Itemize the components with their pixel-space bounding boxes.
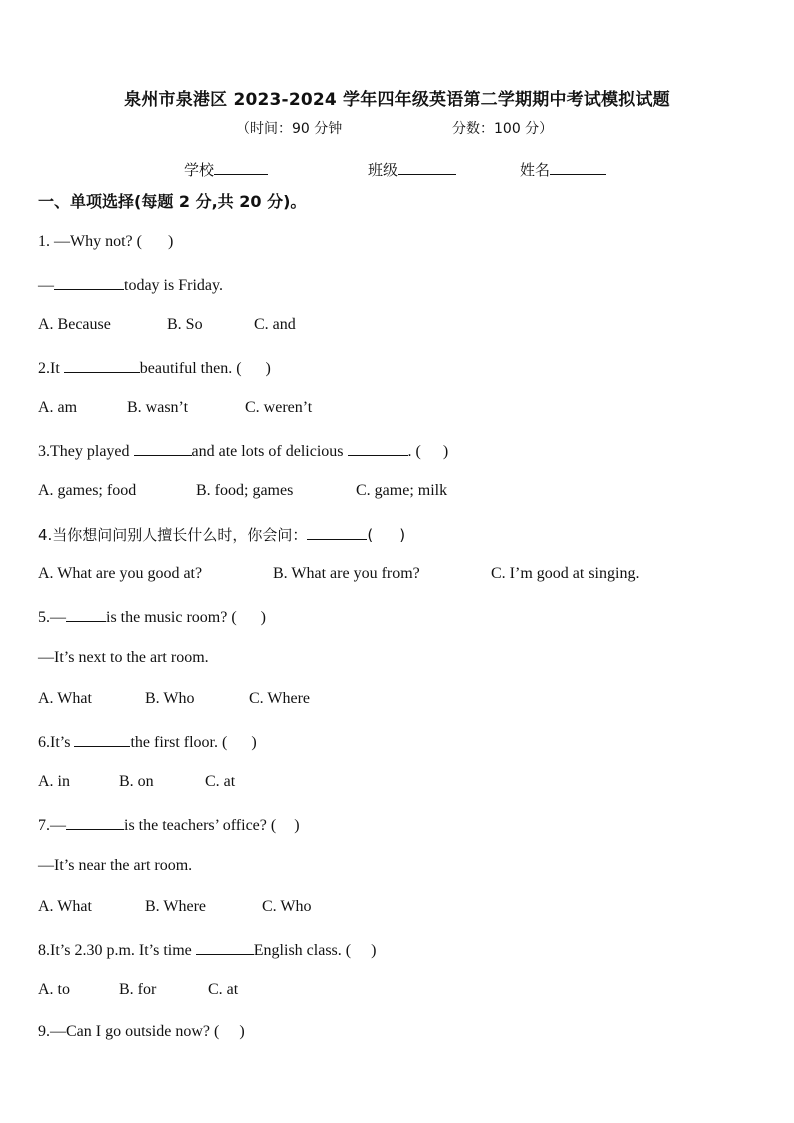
- option-a[interactable]: A. Because: [38, 316, 111, 333]
- option-c[interactable]: C. and: [254, 316, 296, 333]
- option-a[interactable]: A. games; food: [38, 482, 137, 499]
- question-7-reply: —It’s near the art room.: [38, 857, 193, 874]
- name-field[interactable]: [520, 159, 606, 180]
- option-b[interactable]: B. Who: [145, 690, 195, 707]
- option-b[interactable]: B. What are you from?: [273, 565, 420, 582]
- option-c[interactable]: C. I’m good at singing.: [491, 565, 640, 582]
- question-3-stem: 3.They played and ate lots of delicious . ( ): [38, 443, 449, 460]
- question-5-reply: —It’s next to the art room.: [38, 649, 209, 666]
- exam-title: 泉州市泉港区 2023-2024 学年四年级英语第二学期期中考试模拟试题: [124, 90, 670, 110]
- option-c[interactable]: C. at: [205, 773, 236, 790]
- class-field[interactable]: [368, 159, 456, 180]
- question-2-stem: 2.It beautiful then. ( ): [38, 360, 271, 377]
- exam-score: 分数：100 分）: [452, 121, 554, 137]
- name-label: 姓名: [520, 161, 551, 179]
- question-1-stem: 1. —Why not? ( ): [38, 233, 174, 250]
- school-field[interactable]: [184, 159, 268, 180]
- question-7-stem: 7.— is the teachers’ office? ( ): [38, 817, 300, 834]
- school-blank[interactable]: [214, 160, 268, 175]
- answer-blank[interactable]: [74, 732, 130, 747]
- class-blank[interactable]: [398, 160, 456, 175]
- question-8-stem: 8.It’s 2.30 p.m. It’s time English class. ( ): [38, 942, 377, 959]
- answer-blank[interactable]: [134, 441, 192, 456]
- option-c[interactable]: C. weren’t: [245, 399, 313, 416]
- answer-blank[interactable]: [196, 940, 254, 955]
- class-label: 班级: [368, 161, 399, 179]
- answer-blank[interactable]: [64, 358, 140, 373]
- section-heading: 一、单项选择(每题 2 分,共 20 分)。: [38, 192, 307, 211]
- option-a[interactable]: A. What: [38, 690, 92, 707]
- option-c[interactable]: C. Where: [249, 690, 311, 707]
- name-blank[interactable]: [550, 160, 606, 175]
- answer-blank[interactable]: [66, 815, 124, 830]
- question-9-stem: 9.—Can I go outside now? ( ): [38, 1023, 245, 1040]
- option-b[interactable]: B. So: [167, 316, 203, 333]
- answer-blank[interactable]: [307, 525, 367, 540]
- option-c[interactable]: C. at: [208, 981, 239, 998]
- answer-blank[interactable]: [348, 441, 408, 456]
- option-a[interactable]: A. What: [38, 898, 92, 915]
- option-b[interactable]: B. on: [119, 773, 154, 790]
- option-a[interactable]: A. to: [38, 981, 70, 998]
- question-4-stem: 4.当你想问问别人擅长什么时，你会问： ( ): [38, 526, 406, 544]
- option-c[interactable]: C. Who: [262, 898, 312, 915]
- question-6-stem: 6.It’s the first floor. ( ): [38, 734, 257, 751]
- option-c[interactable]: C. game; milk: [356, 482, 448, 499]
- answer-blank[interactable]: [66, 607, 106, 622]
- option-a[interactable]: A. in: [38, 773, 70, 790]
- question-1-reply: — today is Friday.: [38, 277, 223, 294]
- option-b[interactable]: B. food; games: [196, 482, 294, 499]
- option-b[interactable]: B. Where: [145, 898, 207, 915]
- option-a[interactable]: A. am: [38, 399, 78, 416]
- school-label: 学校: [184, 161, 215, 179]
- option-b[interactable]: B. wasn’t: [127, 399, 189, 416]
- exam-time: （时间：90 分钟: [236, 121, 343, 137]
- option-b[interactable]: B. for: [119, 981, 157, 998]
- answer-blank[interactable]: [54, 275, 124, 290]
- question-5-stem: 5.— is the music room? ( ): [38, 609, 266, 626]
- option-a[interactable]: A. What are you good at?: [38, 565, 203, 582]
